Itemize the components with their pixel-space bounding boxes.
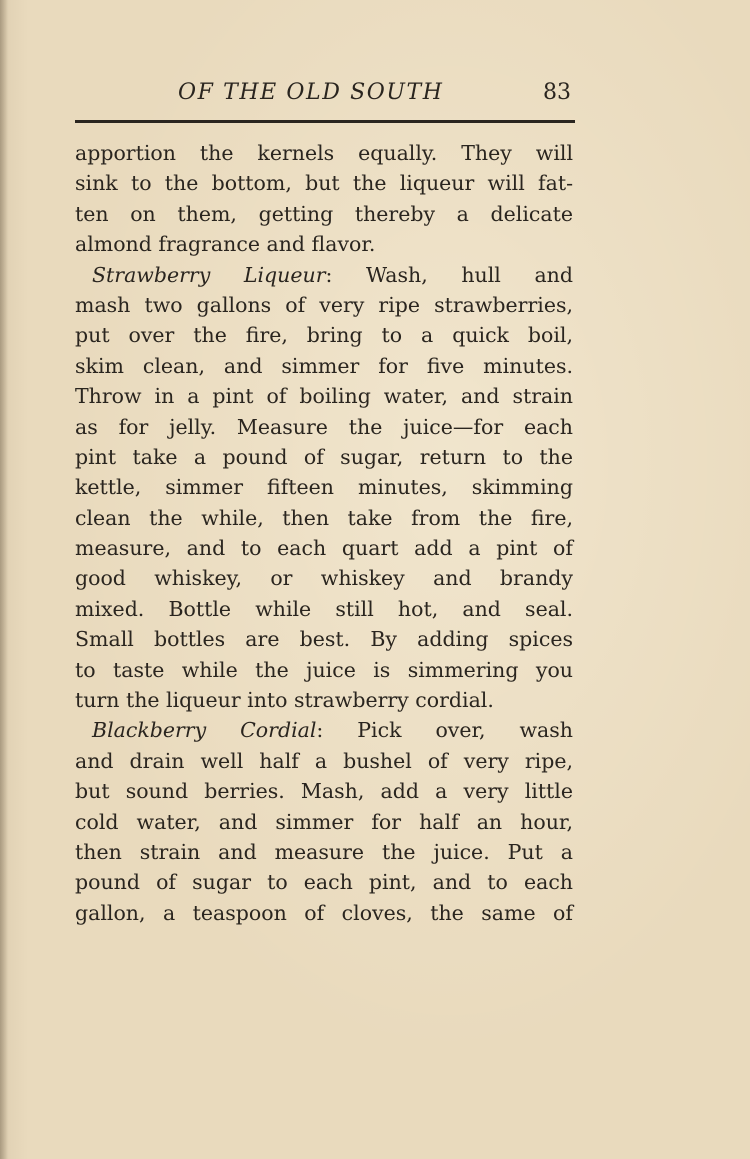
page-number: 83 bbox=[543, 80, 571, 105]
text-line: then strain and measure the juice. Put a bbox=[75, 839, 573, 864]
text-line: mixed. Bottle while still hot, and seal. bbox=[75, 596, 573, 621]
spine-shadow bbox=[0, 0, 8, 1159]
recipe-heading-line bbox=[75, 715, 573, 745]
text-line: clean the while, then take from the fire, bbox=[75, 505, 573, 530]
text-line: kettle, simmer fifteen minutes, skimming bbox=[75, 475, 573, 500]
text-line: to taste while the juice is simmering you bbox=[75, 657, 573, 682]
text-line: apportion the kernels equally. They will bbox=[75, 141, 573, 165]
header-rule bbox=[75, 120, 575, 123]
text-line: turn the liqueur into strawberry cordial. bbox=[75, 688, 494, 713]
text-line: skim clean, and simmer for five minutes. bbox=[75, 353, 573, 378]
text-fragment: : Pick over, wash bbox=[316, 718, 573, 743]
text-line: Throw in a pint of boiling water, and strain bbox=[75, 384, 573, 409]
text-line: as for jelly. Measure the juice—for each bbox=[75, 414, 573, 439]
text-line: almond fragrance and flavor. bbox=[75, 232, 376, 257]
running-title: OF THE OLD SOUTH bbox=[178, 80, 444, 105]
text-fragment: : Wash, hull and bbox=[325, 262, 573, 287]
text-line: pound of sugar to each pint, and to each bbox=[75, 870, 573, 895]
recipe-title-strawberry-liqueur: Strawberry Liqueur bbox=[92, 262, 326, 287]
text-line: measure, and to each quart add a pint of bbox=[75, 536, 573, 561]
text-line: ten on them, getting thereby a delicate bbox=[75, 201, 573, 226]
running-head bbox=[75, 80, 575, 110]
text-line: mash two gallons of very ripe strawberries, bbox=[75, 292, 573, 317]
text-line: sink to the bottom, but the liqueur will fat- bbox=[75, 171, 573, 196]
text-line: but sound berries. Mash, add a very little bbox=[75, 779, 573, 804]
text-line: and drain well half a bushel of very ripe, bbox=[75, 748, 573, 773]
text-line: pint take a pound of sugar, return to the bbox=[75, 444, 573, 469]
text-line: gallon, a teaspoon of cloves, the same of bbox=[75, 900, 573, 925]
recipe-heading-line bbox=[75, 260, 573, 290]
text-line: good whiskey, or whiskey and brandy bbox=[75, 566, 573, 591]
text-line: cold water, and simmer for half an hour, bbox=[75, 809, 573, 834]
text-line: put over the fire, bring to a quick boil, bbox=[75, 323, 573, 348]
text-line: Small bottles are best. By adding spices bbox=[75, 627, 573, 652]
body-text bbox=[75, 138, 573, 928]
recipe-title-blackberry-cordial: Blackberry Cordial bbox=[92, 718, 317, 743]
